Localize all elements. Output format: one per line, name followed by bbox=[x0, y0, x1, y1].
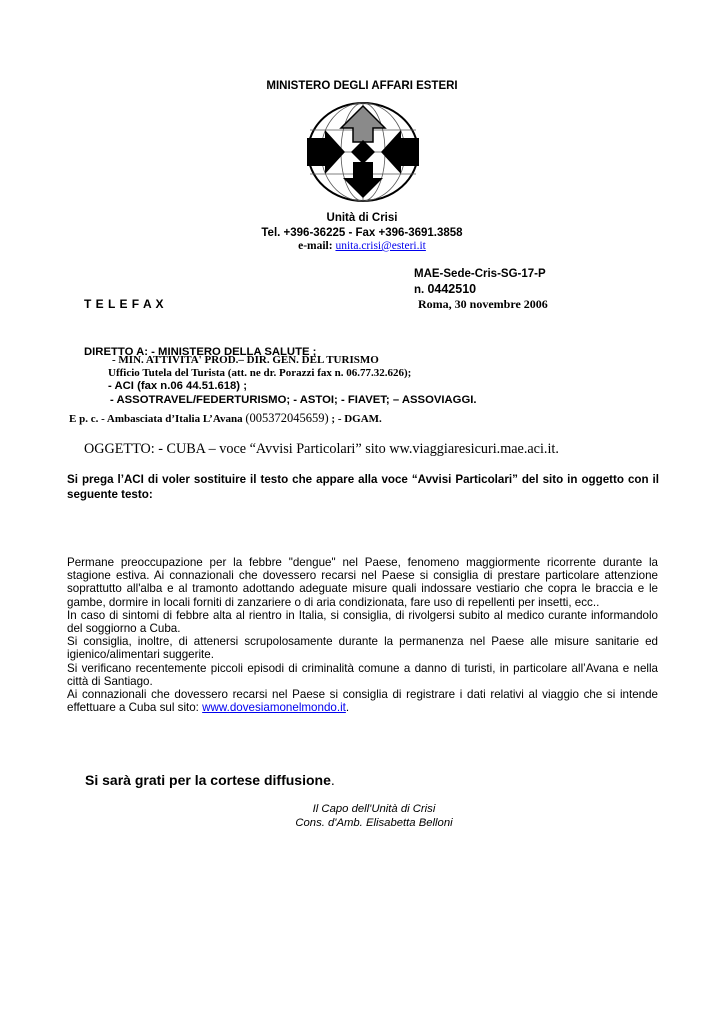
body-paragraph-registration bbox=[67, 688, 658, 714]
number-prefix: n. bbox=[414, 284, 425, 296]
dovesiamonelmondo-link[interactable]: www.dovesiamonelmondo.it bbox=[202, 701, 346, 715]
protocol-number bbox=[414, 282, 476, 296]
unit-name: Unità di Crisi bbox=[326, 212, 398, 224]
number-value: 0442510 bbox=[427, 282, 477, 296]
crisis-unit-emblem-icon bbox=[303, 100, 423, 205]
registration-text: Ai connazionali che dovessero recarsi nel Paese si consiglia di registrare i dati relativi al viaggio che si intende effettuare a Cuba sul sito: bbox=[67, 688, 658, 715]
signature-title: Il Capo dell'Unità di Crisi bbox=[312, 803, 436, 815]
recipient-line-4: - ACI (fax n.06 44.51.618) ; bbox=[108, 380, 247, 392]
request-paragraph: Si prega l’ACI di voler sostituire il testo che appare alla voce “Avvisi Particolari” del sito in oggetto con il seguente testo: bbox=[67, 473, 659, 501]
body-paragraph-hygiene: Si consiglia, inoltre, di attenersi scrupolosamente durante la permanenza nel Paese alle misure sanitarie ed igienico/alimentari suggerite. bbox=[67, 635, 658, 662]
ministry-title: MINISTERO DEGLI AFFARI ESTERI bbox=[266, 80, 458, 92]
closing-period: . bbox=[330, 772, 335, 788]
signature-name: Cons. d'Amb. Elisabetta Belloni bbox=[295, 817, 453, 829]
email-line bbox=[0, 240, 724, 252]
recipient-line-5: - ASSOTRAVEL/FEDERTURISMO; - ASTOI; - FIAVET; – ASSOVIAGGI. bbox=[110, 394, 477, 406]
closing-line bbox=[85, 772, 335, 788]
registration-end: . bbox=[345, 701, 350, 715]
body-paragraph-fever: In caso di sintomi di febbre alta al rientro in Italia, si consiglia, di rivolgersi subito al medico curante informandolo del soggiorno a Cuba. bbox=[67, 608, 658, 636]
subject-line: OGGETTO: - CUBA – voce “Avvisi Particolari” sito ww.viaggiaresicuri.mae.aci.it. bbox=[84, 441, 559, 457]
cc-embassy-fax: (005372045659) bbox=[245, 411, 329, 425]
cc-embassy: E p. c. - Ambasciata d’Italia L’Avana bbox=[69, 413, 243, 425]
document-date: Roma, 30 novembre 2006 bbox=[418, 297, 548, 311]
recipient-line-3: Ufficio Tutela del Turista (att. ne dr. Porazzi fax n. 06.77.32.626); bbox=[108, 367, 412, 379]
telefax-label: T E L E F A X bbox=[84, 297, 165, 311]
phone-fax: Tel. +396-36225 - Fax +396-3691.3858 bbox=[261, 227, 463, 239]
cc-dgam: ; - DGAM. bbox=[331, 413, 382, 425]
protocol-code: MAE-Sede-Cris-SG-17-P bbox=[414, 268, 546, 280]
body-paragraph-crime: Si verificano recentemente piccoli episodi di criminalità comune a danno di turisti, in particolare all’Avana e nella città di Santiago. bbox=[67, 661, 658, 688]
recipient-line-1: DIRETTO A: - MINISTERO DELLA SALUTE ; bbox=[84, 346, 317, 358]
email-label: e-mail: bbox=[298, 240, 333, 252]
body-paragraph-dengue: Permane preoccupazione per la febbre "dengue" nel Paese, fenomeno maggiormente ricorrente durante la stagione estiva. Ai connazionali che dovessero recarsi nel Paese si consiglia di prestare particolare attenzione soprattutto all'alba e al tramonto adottando adeguate misure quali indossare vestiario che copra le braccia e le gambe, dormire in locali forniti di zanzariere o di aria condizionata, fare uso di repellenti per insetti, ecc.. bbox=[67, 556, 658, 609]
notice-body bbox=[67, 556, 658, 714]
email-link[interactable]: unita.crisi@esteri.it bbox=[335, 240, 426, 252]
closing-thanks: Si sarà grati per la cortese diffusione bbox=[85, 772, 331, 788]
recipient-line-2: - MIN. ATTIVITA' PROD.– DIR. GEN. DEL TURISMO bbox=[112, 354, 379, 366]
recipient-line-6 bbox=[69, 411, 382, 426]
